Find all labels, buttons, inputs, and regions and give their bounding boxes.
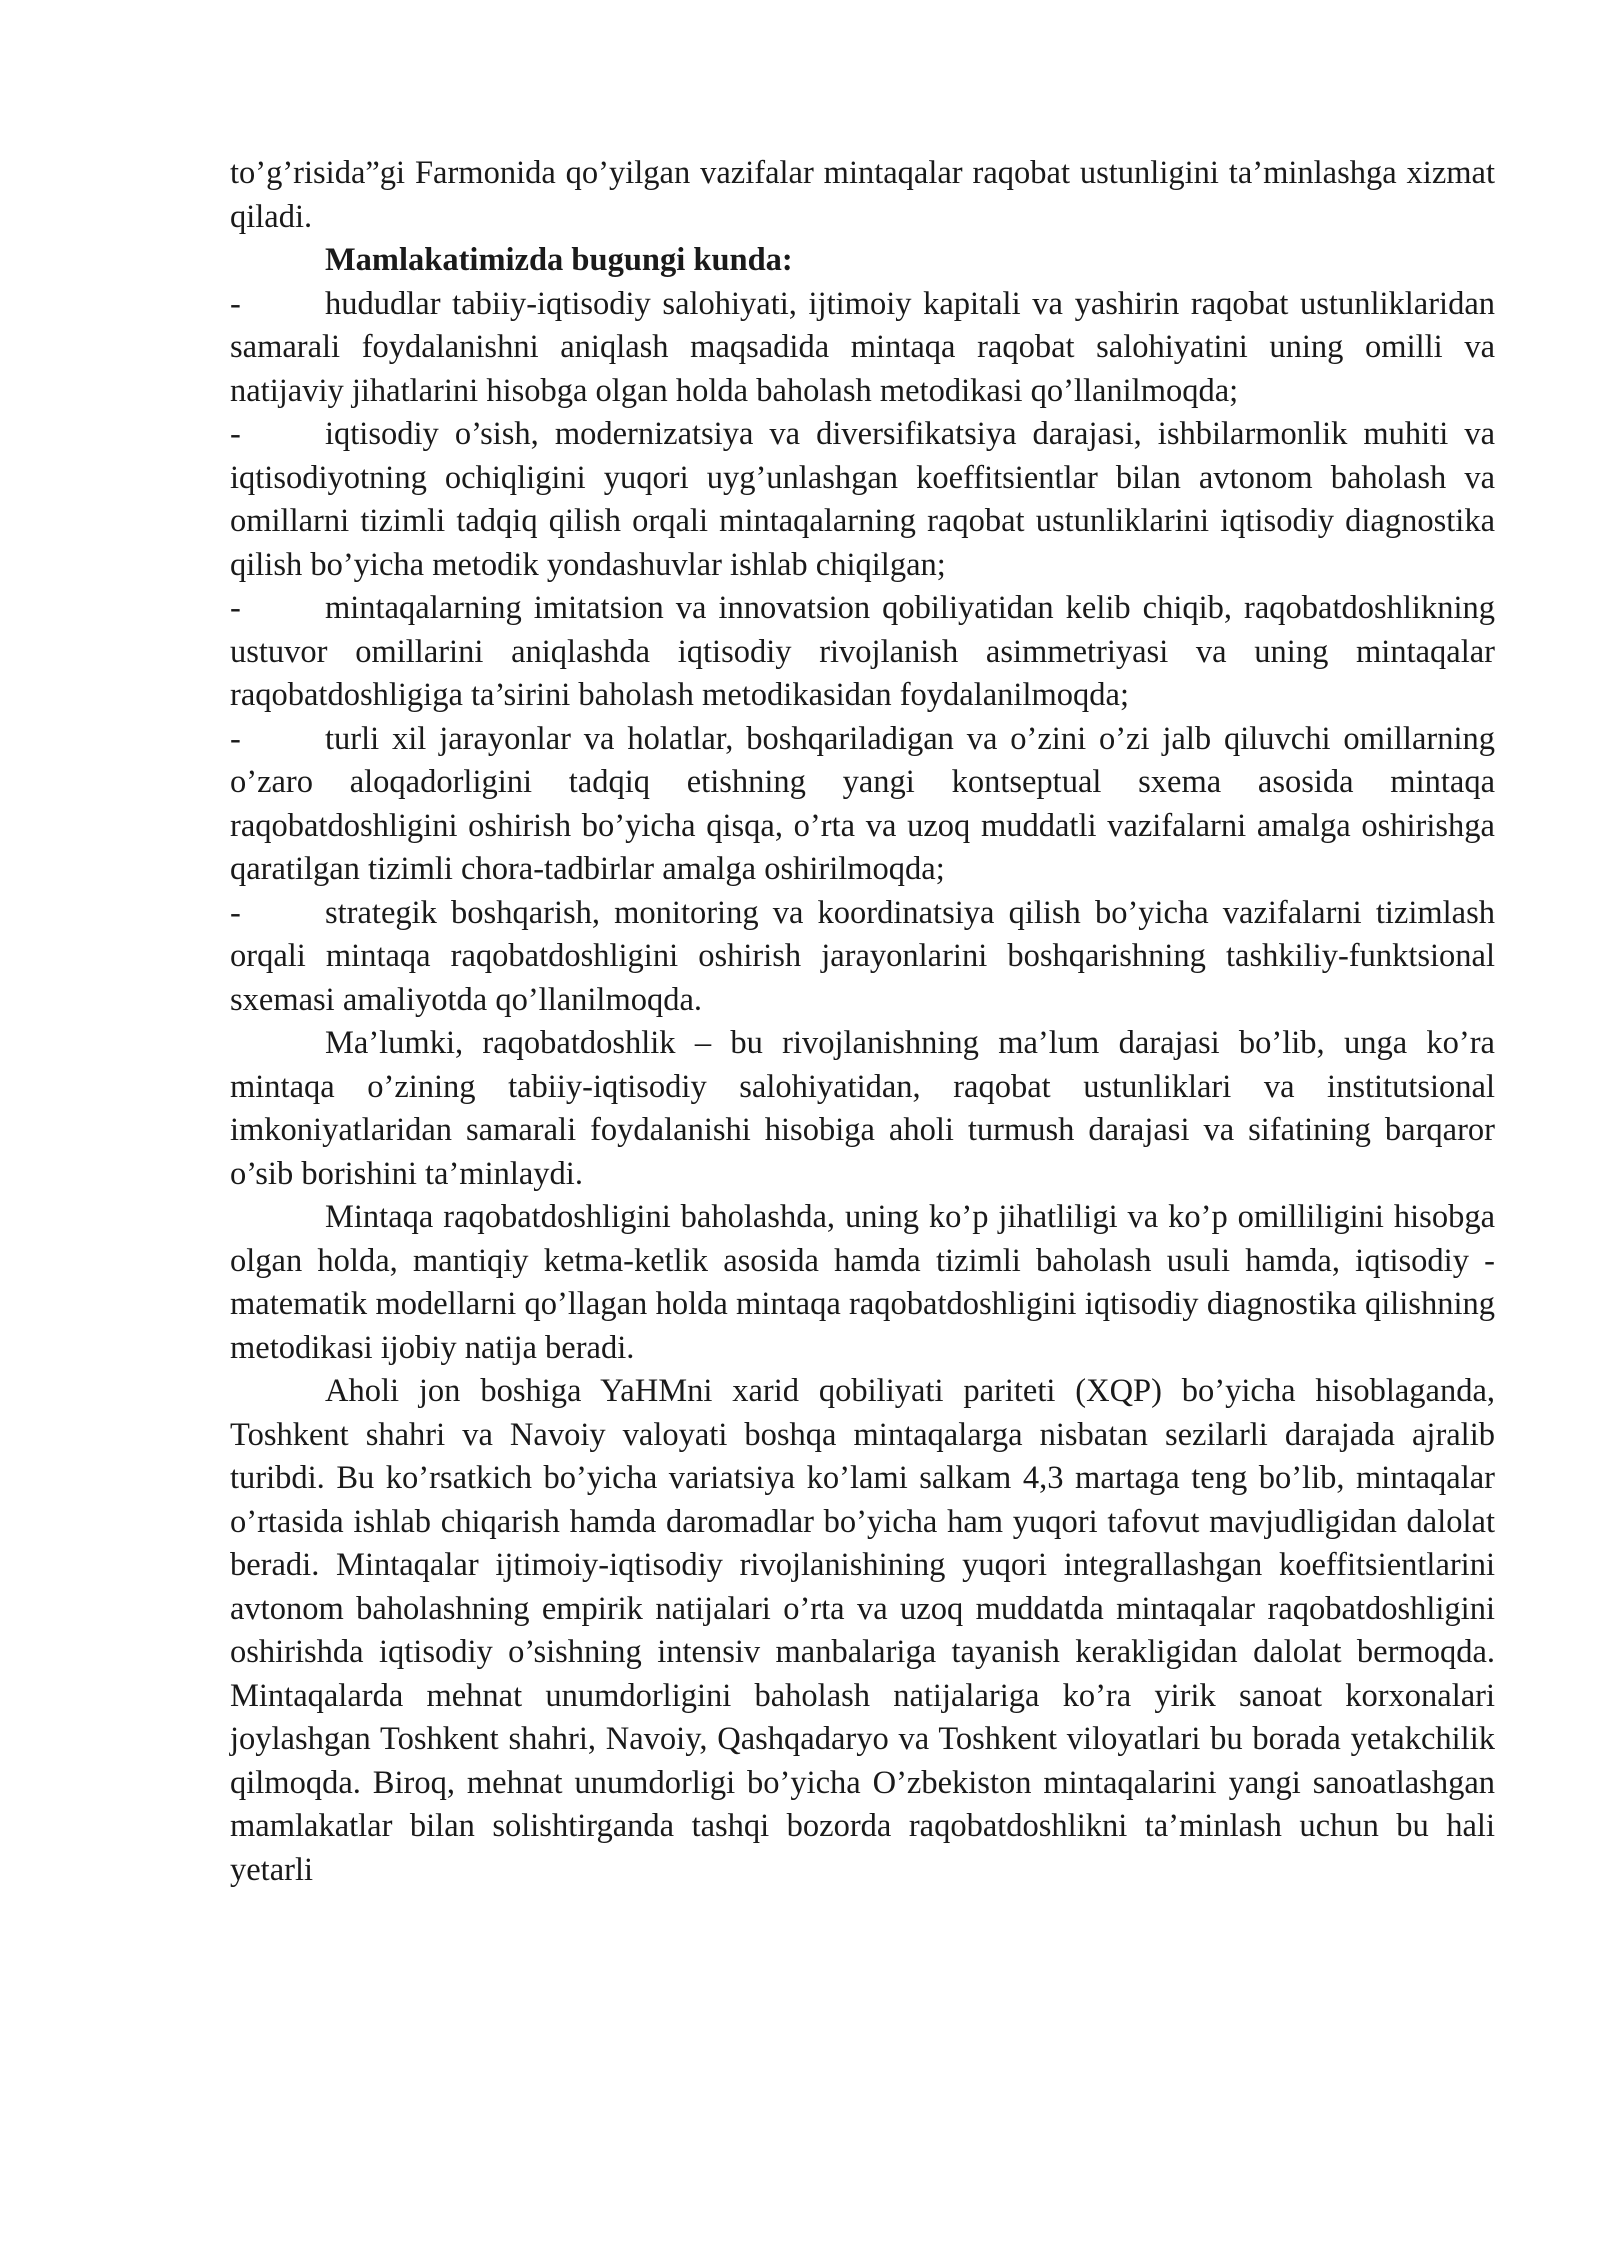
body-paragraph: Mintaqa raqobatdoshligini baholashda, uning ko’p jihatliligi va ko’p omilliligini hisobga olgan holda, mantiqiy ketma-ketlik asosida hamda tizimli baholash usuli hamda, iqtisodiy - matematik modellarni qo’llagan holda mintaqa raqobatdoshligini iqtisodiy diagnostika qilishning metodikasi ijobiy natija beradi. <box>230 1199 1495 1366</box>
body-paragraph: Ma’lumki, raqobatdoshlik – bu rivojlanishning ma’lum darajasi bo’lib, unga ko’ra mintaqa o’zining tabiiy-iqtisodiy salohiyatidan, raqobat ustunliklari va institutsional imkoniyatlaridan samarali foydalanishi hisobiga aholi turmush darajasi va sifatining barqaror o’sib borishini ta’minlaydi. <box>230 1025 1495 1192</box>
bullet-text: iqtisodiy o’sish, modernizatsiya va diversifikatsiya darajasi, ishbilarmonlik muhiti va iqtisodiyotning ochiqligini yuqori uyg’unlashgan koeffitsientlar bilan avtonom baholash va omillarni tizimli tadqiq qilish orqali mintaqalarning raqobat ustunliklarini iqtisodiy diagnostika qilish bo’yicha metodik yondashuvlar ishlab chiqilgan; <box>230 416 1495 583</box>
bullet-dash: - <box>230 720 241 757</box>
bullet-dash: - <box>230 416 241 452</box>
bullet-text: mintaqalarning imitatsion va innovatsion qobiliyatidan kelib chiqib, raqobatdoshlikning ustuvor omillarini aniqlashda iqtisodiy rivojlanish asimmetriyasi va uning mintaqalar raqobatdoshligiga ta’sirini baholash metodikasidan foydalanilmoqda; <box>230 590 1495 713</box>
bullet-item <box>230 892 1495 1023</box>
bullet-text: strategik boshqarish, monitoring va koordinatsiya qilish bo’yicha vazifalarni tizimlash orqali mintaqa raqobatdoshligini oshirish jarayonlarini boshqarishning tashkiliy-funktsional sxemasi amaliyotda qo’llanilmoqda. <box>230 894 1495 1018</box>
bullet-text: turli xil jarayonlar va holatlar, boshqariladigan va o’zini o’zi jalb qiluvchi omillarning o’zaro aloqadorligini tadqiq etishning yangi kontseptual sxema asosida mintaqa raqobatdoshligini oshirish bo’yicha qisqa, o’rta va uzoq muddatli vazifalarni amalga oshirishga qaratilgan tizimli chora-tadbirlar amalga oshirilmoqda; <box>230 720 1495 887</box>
bullet-text: hududlar tabiiy-iqtisodiy salohiyati, ijtimoiy kapitali va yashirin raqobat ustunliklaridan samarali foydalanishni aniqlash maqsadida mintaqa raqobat salohiyatini uning omilli va natijaviy jihatlarini hisobga olgan holda baholash metodikasi qo’llanilmoqda; <box>230 285 1495 409</box>
bullet-item <box>230 413 1495 587</box>
bullet-item <box>230 587 1495 718</box>
section-heading: Mamlakatimizda bugungi kunda: <box>325 242 793 278</box>
body-paragraph: Aholi jon boshiga YaHMni xarid qobiliyati pariteti (XQP) bo’yicha hisoblaganda, Toshkent shahri va Navoiy valoyati boshqa mintaqalarga nisbatan sezilarli darajada ajralib turibdi. Bu ko’rsatkich bo’yicha variatsiya ko’lami salkam 4,3 martaga teng bo’lib, mintaqalar o’rtasida ishlab chiqarish hamda daromadlar bo’yicha ham yuqori tafovut mavjudligidan dalolat beradi. Mintaqalar ijtimoiy-iqtisodiy rivojlanishining yuqori integrallashgan koeffitsientlarini avtonom baholashning empirik natijalari o’rta va uzoq muddatda mintaqalar raqobatdoshligini oshirishda iqtisodiy o’sishning intensiv manbalariga tayanish kerakligidan dalolat bermoqda. Mintaqalarda mehnat unumdorligini baholash natijalariga ko’ra yirik sanoat korxonalari joylashgan Toshkent shahri, Navoiy, Qashqadaryo va Toshkent viloyatlari bu borada yetakchilik qilmoqda. Biroq, mehnat unumdorligi bo’yicha O’zbekiston mintaqalarini yangi sanoatlashgan mamlakatlar bilan solishtirganda tashqi bozorda raqobatdoshlikni ta’minlash uchun bu hali yetarli <box>230 1373 1495 1888</box>
bullet-dash: - <box>230 590 241 626</box>
document-page <box>230 152 1495 1892</box>
intro-paragraph: to’g’risida”gi Farmonida qo’yilgan vazifalar mintaqalar raqobat ustunligini ta’minlashga xizmat qiladi. <box>230 155 1495 235</box>
bullet-item <box>230 283 1495 414</box>
bullet-dash: - <box>230 894 241 931</box>
bullet-dash: - <box>230 285 241 322</box>
bullet-item <box>230 718 1495 892</box>
